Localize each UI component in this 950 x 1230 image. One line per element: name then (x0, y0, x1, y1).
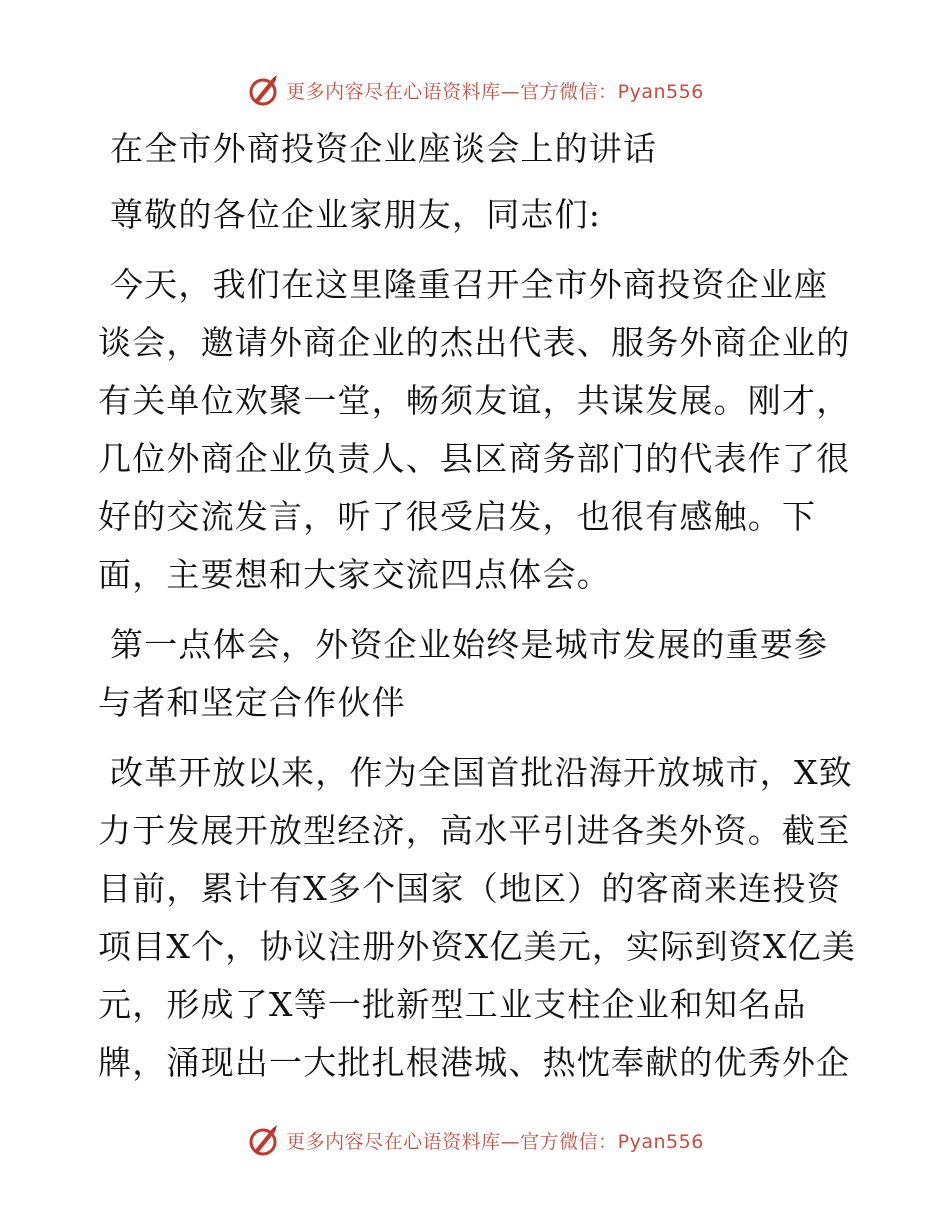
watermark-text: 更多内容尽在心语资料库—官方微信：Pyan556 (286, 80, 704, 103)
header-watermark-banner (0, 70, 950, 110)
paragraph-heading-1: 第一点体会，外资企业始终是城市发展的重要参与者和坚定合作伙伴 (98, 625, 829, 722)
watermark-text: 更多内容尽在心语资料库—官方微信：Pyan556 (286, 1130, 704, 1153)
document-body (98, 120, 858, 1104)
salutation: 尊敬的各位企业家朋友，同志们: (110, 195, 602, 234)
paragraph-body-1: 改革开放以来，作为全国首批沿海开放城市，X致力于发展开放型经济，高水平引进各类外资。截至目前，累计有X多个国家（地区）的客商来连投资项目X个，协议注册外资X亿美元，实际到资X亿美元，形成了X等一批新型工业支柱企业和知名品牌，涌现出一大批扎根港城、热忱奉献的优秀外企 (98, 753, 857, 1082)
quill-pen-logo-icon (246, 1123, 280, 1157)
paragraph-intro: 今天，我们在这里隆重召开全市外商投资企业座谈会，邀请外商企业的杰出代表、服务外商企业的有关单位欢聚一堂，畅须友谊，共谋发展。刚才，几位外商企业负责人、县区商务部门的代表作了很好的交流发言，听了很受启发，也很有感触。下面，主要想和大家交流四点体会。 (98, 265, 851, 594)
quill-pen-logo-icon (246, 73, 280, 107)
footer-watermark-banner (0, 1120, 950, 1160)
document-title: 在全市外商投资企业座谈会上的讲话 (110, 129, 658, 168)
